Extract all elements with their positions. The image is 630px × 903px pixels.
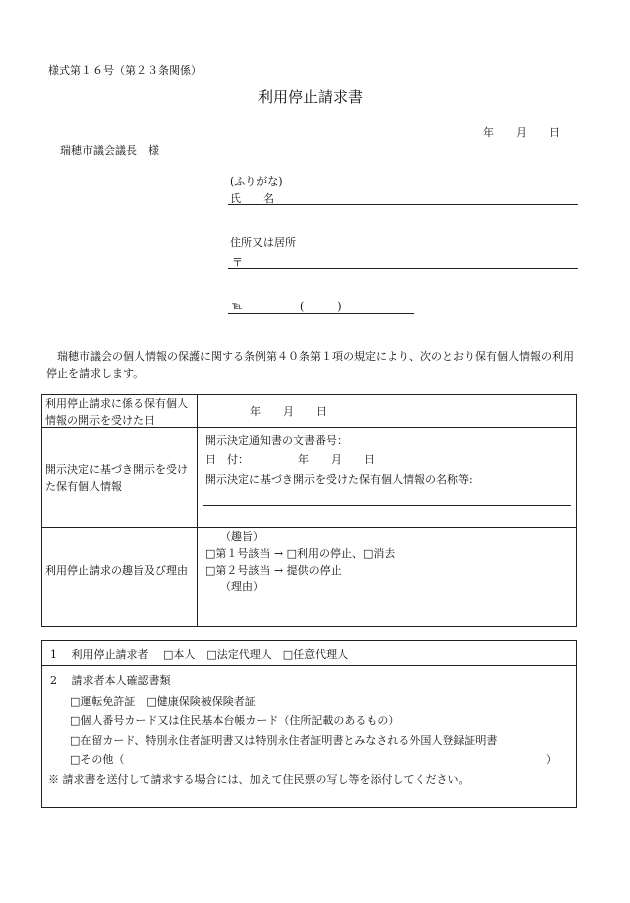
name-label: 氏 名 [230, 192, 274, 205]
row2-name-field[interactable] [203, 505, 571, 506]
row3-label: 利用停止請求の趣旨及び理由 [45, 564, 188, 577]
row3-purpose: （趣旨） [220, 530, 264, 543]
page-title: 利用停止請求書 [258, 88, 364, 106]
id-docs-title: 2 請求者本人確認書類 [50, 674, 171, 687]
attachment-note: ※ 請求書を送付して請求する場合には、加えて住民票の写し等を添付してください。 [48, 773, 470, 786]
table-row-sep-2 [41, 527, 577, 528]
date-line: 年 月 日 [483, 126, 560, 139]
row3-option-1[interactable]: □第１号該当 → □利用の停止、□消去 [205, 547, 396, 560]
row2-name-label: 開示決定に基づき開示を受けた保有個人情報の名称等: [205, 473, 473, 486]
row1-value[interactable]: 年 月 日 [250, 405, 327, 418]
id-docs-line-1[interactable]: □運転免許証 □健康保険被保険者証 [70, 695, 256, 708]
addressee: 瑞穂市議会議長 様 [60, 144, 159, 157]
row2-date-label: 日 付： [205, 453, 249, 466]
name-field[interactable] [228, 204, 578, 205]
furigana-label: (ふりがな) [230, 175, 283, 188]
address-field[interactable] [228, 268, 578, 269]
tel-parens: ( ) [300, 300, 342, 313]
id-docs-other-close: ） [546, 753, 557, 766]
row1-label: 利用停止請求に係る保有個人情報の開示を受けた日 [45, 397, 188, 427]
row2-date-value[interactable]: 年 月 日 [298, 453, 375, 466]
id-docs-line-3[interactable]: □在留カード、特別永住者証明書又は特別永住者証明書とみなされる外国人登録証明書 [70, 734, 498, 747]
address-label: 住所又は居所 [230, 236, 296, 249]
tel-field[interactable] [228, 313, 414, 314]
row3-option-2[interactable]: □第２号該当 → 提供の停止 [205, 564, 342, 577]
form-number: 様式第１６号（第２３条関係） [48, 64, 202, 77]
row3-reason: （理由） [220, 580, 264, 593]
id-docs-line-2[interactable]: □個人番号カード又は住民基本台帳カード（住所記載のあるもの） [70, 714, 400, 727]
row2-doc-number[interactable]: 開示決定通知書の文書番号： [205, 434, 348, 447]
requester-box-sep [41, 665, 577, 666]
id-docs-other[interactable]: □その他（ [70, 753, 125, 766]
requester-item[interactable]: 1 利用停止請求者 □本人 □法定代理人 □任意代理人 [50, 648, 349, 661]
table-divider [197, 394, 198, 627]
intro-text: 瑞穂市議会の個人情報の保護に関する条例第４０条第１項の規定により、次のとおり保有個人情報の利用停止を請求します。 [46, 350, 574, 380]
tel-label: ℡ [232, 301, 243, 312]
postal-mark: 〒 [232, 256, 243, 269]
row2-label: 開示決定に基づき開示を受けた保有個人情報 [45, 463, 188, 493]
